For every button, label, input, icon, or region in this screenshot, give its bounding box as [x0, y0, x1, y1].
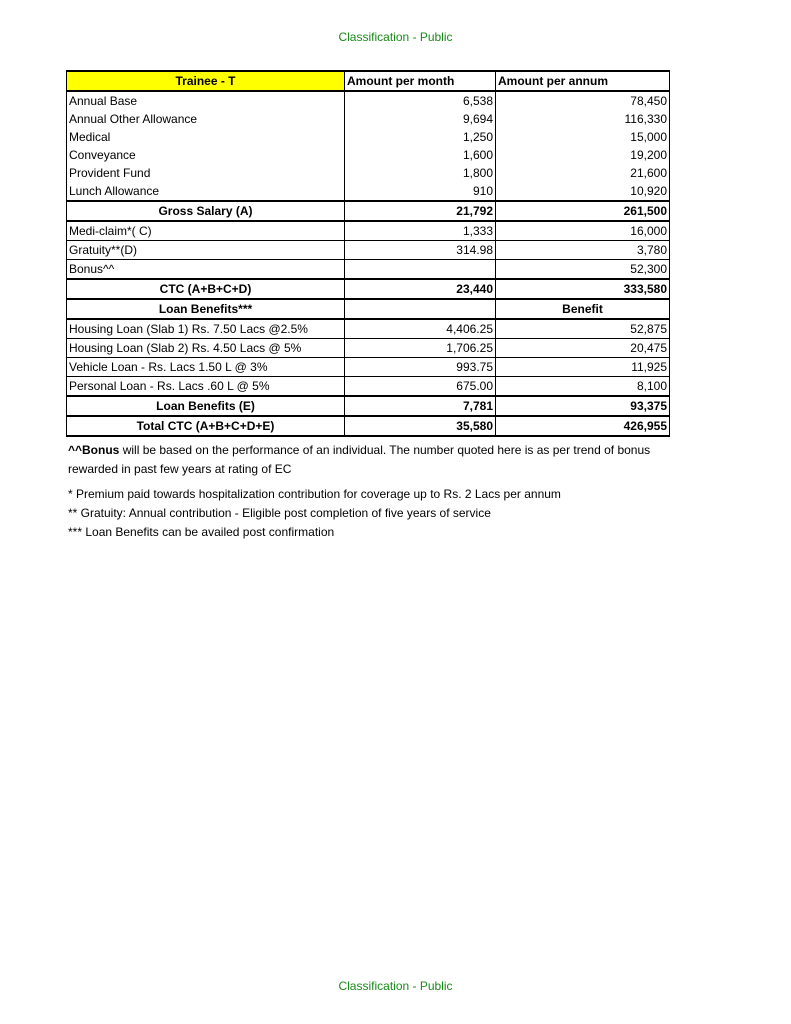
loan-benefits-header-row [67, 299, 670, 319]
loan-benefits-header-label: Loan Benefits*** [67, 299, 345, 319]
loan-benefits-total-label: Loan Benefits (E) [67, 396, 345, 416]
ctc-month: 23,440 [345, 279, 496, 299]
row-month: 1,250 [345, 128, 496, 146]
row-month: 1,600 [345, 146, 496, 164]
row-label: Annual Base [67, 91, 345, 110]
gratuity-note: ** Gratuity: Annual contribution - Eligible post completion of five years of service [68, 506, 491, 520]
row-month: 6,538 [345, 91, 496, 110]
row-annum: 10,920 [496, 182, 670, 201]
classification-label-top: Classification - Public [338, 30, 453, 44]
table-row [67, 110, 670, 128]
row-annum: 3,780 [496, 241, 670, 260]
row-annum: 116,330 [496, 110, 670, 128]
table-row [67, 164, 670, 182]
row-label: Personal Loan - Rs. Lacs .60 L @ 5% [67, 377, 345, 397]
column-header-month: Amount per month [345, 71, 496, 91]
loan-benefits-total-month: 7,781 [345, 396, 496, 416]
row-month: 910 [345, 182, 496, 201]
gross-salary-annum: 261,500 [496, 201, 670, 221]
table-row [67, 358, 670, 377]
row-annum: 8,100 [496, 377, 670, 397]
row-month: 9,694 [345, 110, 496, 128]
table-header-row [67, 71, 670, 91]
gross-salary-month: 21,792 [345, 201, 496, 221]
row-label: Provident Fund [67, 164, 345, 182]
table-row [67, 128, 670, 146]
table-row [67, 91, 670, 110]
row-label: Vehicle Loan - Rs. Lacs 1.50 L @ 3% [67, 358, 345, 377]
row-month: 675.00 [345, 377, 496, 397]
row-label: Housing Loan (Slab 2) Rs. 4.50 Lacs @ 5% [67, 339, 345, 358]
table-row [67, 260, 670, 280]
row-month: 314.98 [345, 241, 496, 260]
compensation-table [66, 70, 670, 437]
total-ctc-row [67, 416, 670, 436]
table-row [67, 241, 670, 260]
loan-benefits-header-annum: Benefit [496, 299, 670, 319]
row-annum: 52,300 [496, 260, 670, 280]
bonus-note-title: ^^Bonus [68, 443, 120, 457]
row-month: 4,406.25 [345, 319, 496, 339]
row-label: Gratuity**(D) [67, 241, 345, 260]
gross-salary-label: Gross Salary (A) [67, 201, 345, 221]
row-label: Housing Loan (Slab 1) Rs. 7.50 Lacs @2.5% [67, 319, 345, 339]
row-month: 1,706.25 [345, 339, 496, 358]
row-month: 1,333 [345, 221, 496, 241]
column-header-annum: Amount per annum [496, 71, 670, 91]
classification-label-bottom: Classification - Public [338, 979, 453, 993]
row-annum: 21,600 [496, 164, 670, 182]
row-label: Conveyance [67, 146, 345, 164]
row-annum: 20,475 [496, 339, 670, 358]
bonus-note [68, 441, 668, 479]
table-row [67, 182, 670, 201]
row-label: Lunch Allowance [67, 182, 345, 201]
ctc-label: CTC (A+B+C+D) [67, 279, 345, 299]
premium-note: * Premium paid towards hospitalization contribution for coverage up to Rs. 2 Lacs per annum [68, 487, 561, 501]
row-label: Bonus^^ [67, 260, 345, 280]
row-month: 993.75 [345, 358, 496, 377]
loan-benefits-header-month [345, 299, 496, 319]
ctc-annum: 333,580 [496, 279, 670, 299]
row-annum: 19,200 [496, 146, 670, 164]
ctc-row [67, 279, 670, 299]
table-row [67, 221, 670, 241]
row-annum: 11,925 [496, 358, 670, 377]
total-ctc-label: Total CTC (A+B+C+D+E) [67, 416, 345, 436]
row-month [345, 260, 496, 280]
loan-benefits-total-annum: 93,375 [496, 396, 670, 416]
row-label: Medi-claim*( C) [67, 221, 345, 241]
row-month: 1,800 [345, 164, 496, 182]
row-annum: 78,450 [496, 91, 670, 110]
footnotes [68, 441, 668, 542]
table-row [67, 146, 670, 164]
table-row [67, 377, 670, 397]
row-annum: 16,000 [496, 221, 670, 241]
loan-benefits-total-row [67, 396, 670, 416]
row-label: Medical [67, 128, 345, 146]
row-annum: 52,875 [496, 319, 670, 339]
total-ctc-annum: 426,955 [496, 416, 670, 436]
table-row [67, 319, 670, 339]
total-ctc-month: 35,580 [345, 416, 496, 436]
loan-note: *** Loan Benefits can be availed post confirmation [68, 525, 335, 539]
bonus-note-text: will be based on the performance of an individual. The number quoted here is as per trend of bonus rewarded in past few years at rating of EC [68, 443, 651, 476]
row-label: Annual Other Allowance [67, 110, 345, 128]
table-row [67, 339, 670, 358]
gross-salary-row [67, 201, 670, 221]
row-annum: 15,000 [496, 128, 670, 146]
table-title: Trainee - T [67, 71, 345, 91]
